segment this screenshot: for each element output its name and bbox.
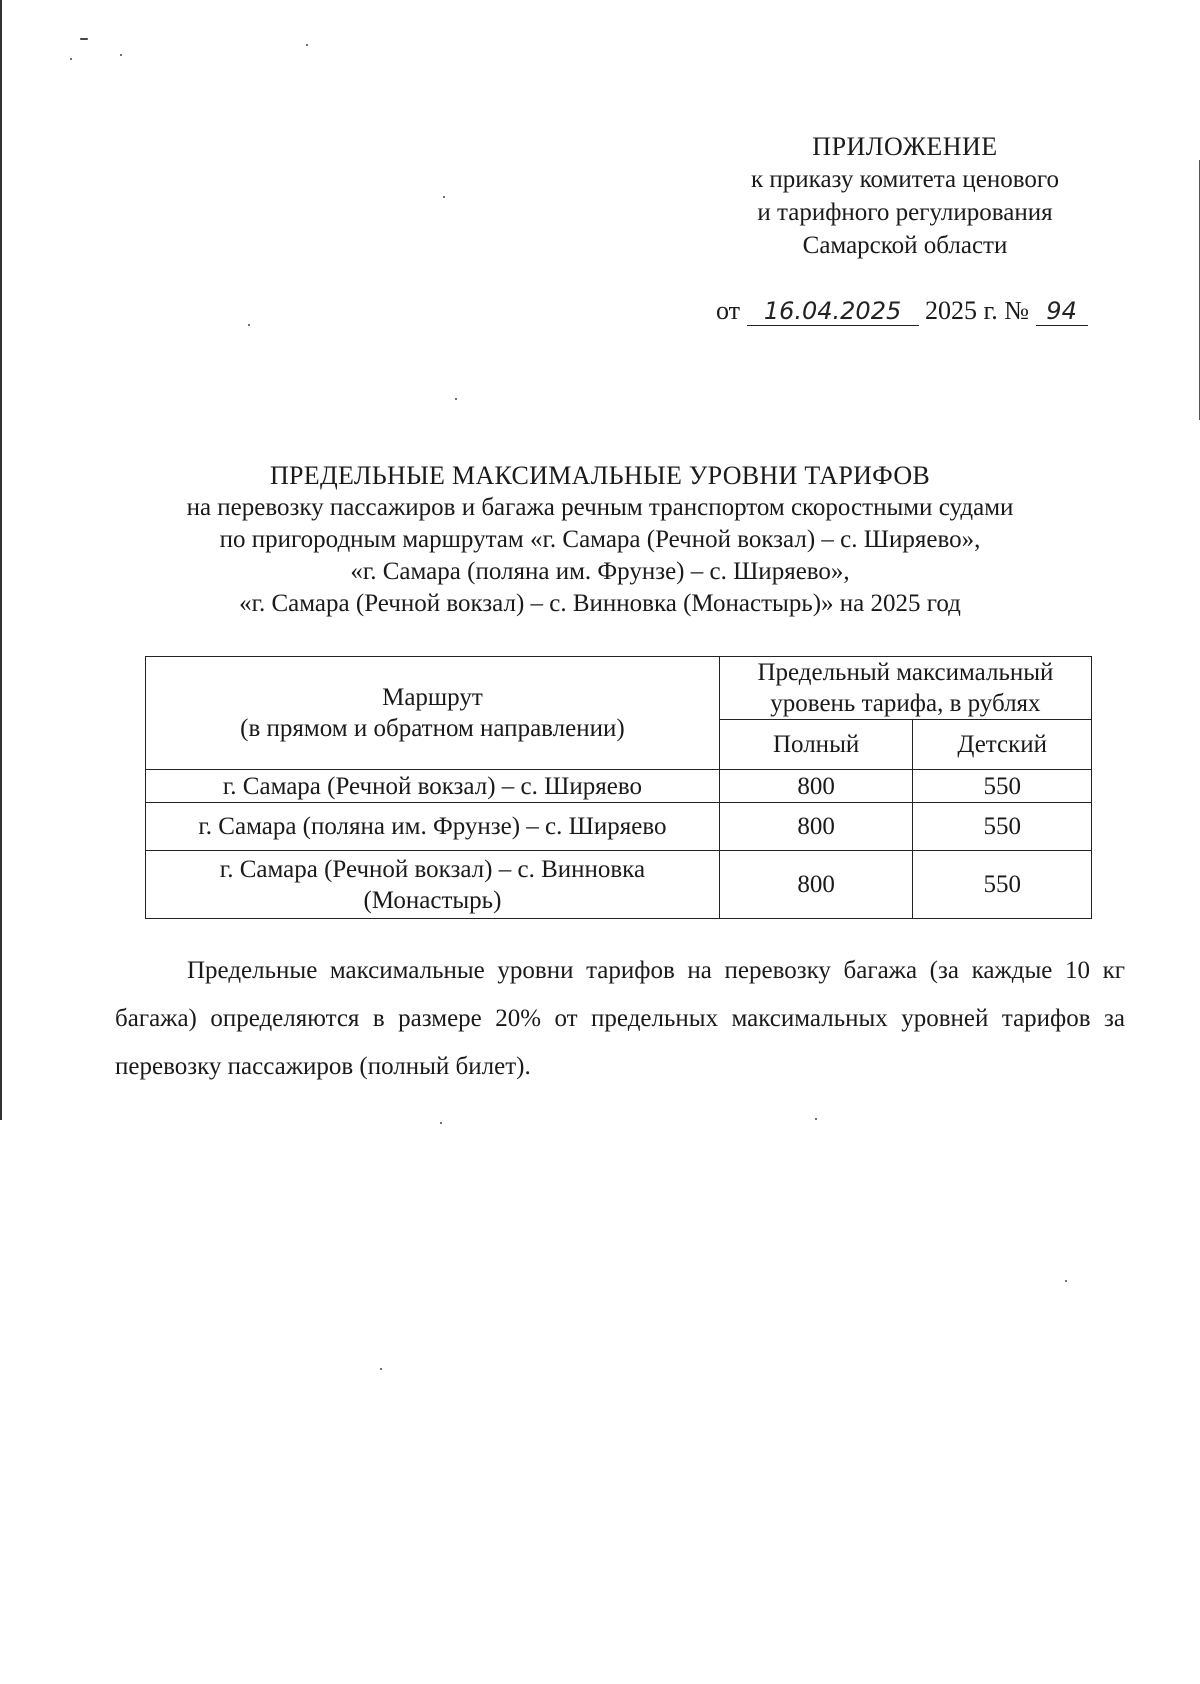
document-title [120, 460, 1080, 620]
route-cell-line: (Монастырь) [363, 886, 502, 914]
order-year-text: 2025 г. № [925, 296, 1030, 325]
route-cell-line: г. Самара (Речной вокзал) – с. Винновка [219, 855, 646, 883]
order-prefix: от [716, 296, 741, 325]
child-fare-header: Детский [913, 720, 1092, 770]
tariff-header [719, 657, 1091, 720]
title-line: по пригородным маршрутам «г. Самара (Речной вокзал) – с. Ширяево», [219, 526, 981, 553]
route-cell: г. Самара (Речной вокзал) – с. Ширяево [146, 770, 720, 803]
scan-speck [443, 196, 445, 198]
scan-speck [440, 1122, 442, 1124]
full-fare-header: Полный [719, 720, 913, 770]
scan-speck [70, 58, 72, 60]
tariff-header-label: Предельный максимальный [757, 659, 1054, 686]
table-row [146, 803, 1092, 851]
title-main: ПРЕДЕЛЬНЫЕ МАКСИМАЛЬНЫЕ УРОВНИ ТАРИФОВ [269, 461, 931, 490]
scan-speck [306, 44, 308, 46]
route-header-label: Маршрут [382, 684, 483, 711]
title-line: «г. Самара (поляна им. Фрунзе) – с. Ширяево», [350, 558, 850, 585]
table-row [146, 851, 1092, 919]
child-fare-cell: 550 [913, 770, 1092, 803]
table-row [146, 770, 1092, 803]
title-line: на перевозку пассажиров и багажа речным транспортом скоростными судами [186, 494, 1014, 521]
full-fare-cell: 800 [719, 803, 913, 851]
appendix-line: Самарской области [802, 232, 1008, 259]
order-number-handwritten: 94 [1036, 297, 1088, 326]
title-line: «г. Самара (Речной вокзал) – с. Винновка (Монастырь)» на 2025 год [239, 590, 961, 617]
order-reference [716, 296, 1088, 326]
scan-speck [815, 1118, 817, 1120]
appendix-header [700, 130, 1110, 262]
scan-speck [120, 54, 122, 56]
scan-speck [248, 324, 250, 326]
route-header-sublabel: (в прямом и обратном направлении) [240, 715, 625, 742]
full-fare-cell: 800 [719, 770, 913, 803]
tariff-header-sublabel: уровень тарифа, в рублях [770, 690, 1041, 717]
full-fare-cell: 800 [719, 851, 913, 919]
child-fare-cell: 550 [913, 851, 1092, 919]
scan-speck [380, 1368, 382, 1370]
scan-speck [80, 38, 88, 40]
child-fare-cell: 550 [913, 803, 1092, 851]
route-header [146, 657, 720, 770]
tariff-table [145, 656, 1092, 919]
order-date-handwritten: 16.04.2025 [747, 297, 919, 326]
route-cell [146, 851, 720, 919]
appendix-line: к приказу комитета ценового [751, 166, 1059, 193]
scan-edge-left [0, 0, 2, 1120]
baggage-note: Предельные максимальные уровни тарифов на перевозку багажа (за каждые 10 кг багажа) определяются в размере 20% от предельных максимальных уровней тарифов за перевозку пассажиров (полный билет). [115, 957, 1125, 1080]
table-header-row [146, 657, 1092, 720]
route-cell: г. Самара (поляна им. Фрунзе) – с. Ширяево [146, 803, 720, 851]
scan-speck [455, 398, 457, 400]
appendix-line: и тарифного регулирования [757, 199, 1053, 226]
appendix-heading: ПРИЛОЖЕНИЕ [812, 132, 998, 161]
scan-speck [1065, 1280, 1067, 1282]
